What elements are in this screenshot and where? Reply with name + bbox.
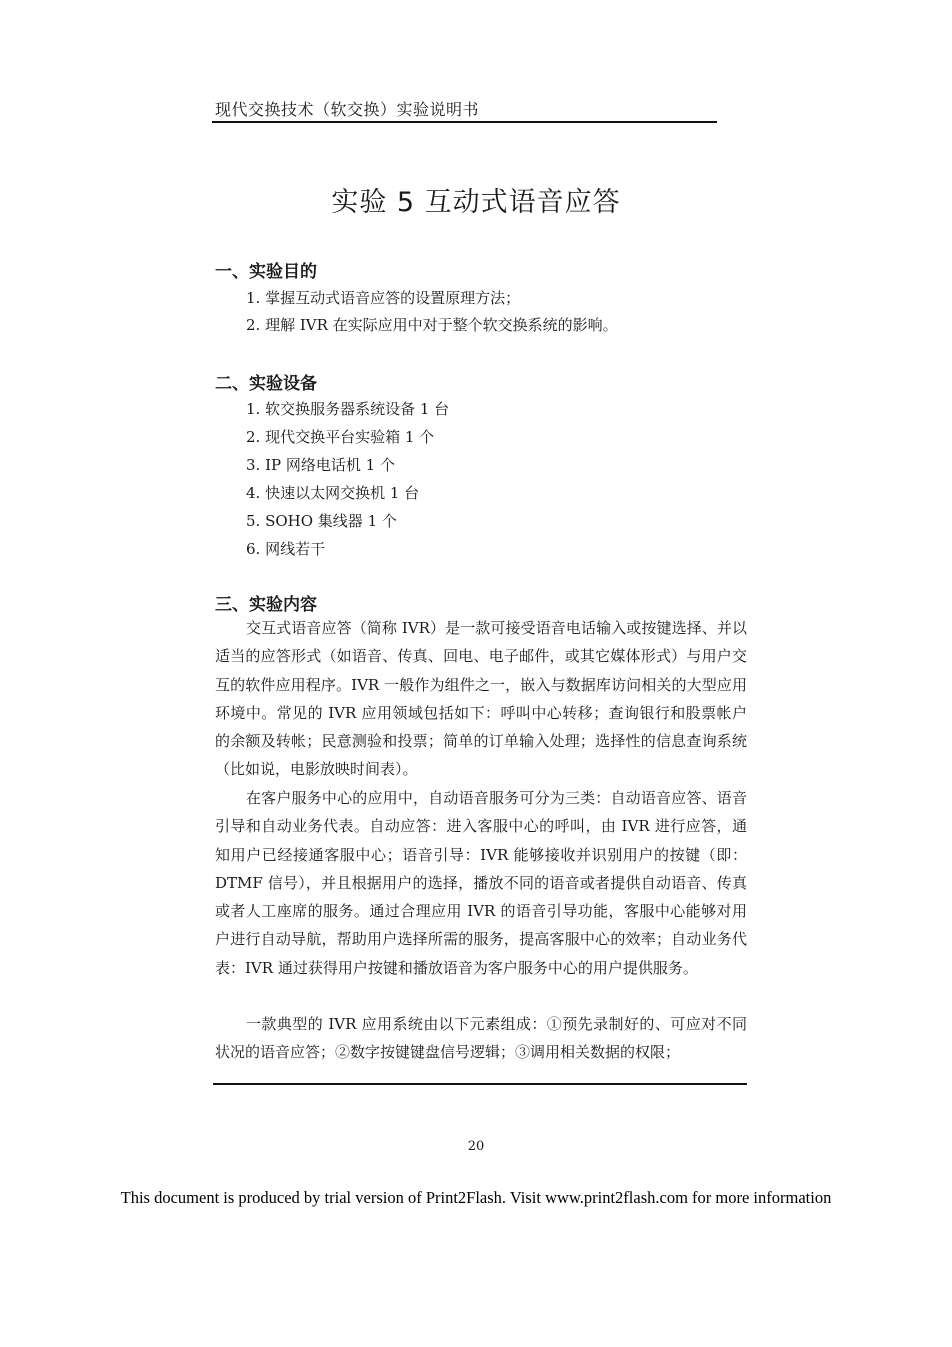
equipment-item-2: 2. 现代交换平台实验箱 1 个: [246, 428, 435, 446]
running-header: 现代交换技术（软交换）实验说明书: [215, 100, 480, 119]
equipment-item-5: 5. SOHO 集线器 1 个: [246, 512, 397, 530]
page-number: 20: [467, 1139, 485, 1154]
section-heading-content: 三、实验内容: [215, 595, 317, 615]
content-paragraph-3: 一款典型的 IVR 应用系统由以下元素组成：①预先录制好的、可应对不同状况的语音应答；②数字按键键盘信号逻辑；③调用相关数据的权限；: [215, 1015, 747, 1062]
page-title: 实验 5 互动式语音应答: [331, 187, 621, 218]
trial-notice: This document is produced by trial version of Print2Flash. Visit www.print2flash.com for more information: [120, 1188, 832, 1207]
section-heading-equipment: 二、实验设备: [215, 374, 317, 394]
purpose-item-1: 1. 掌握互动式语音应答的设置原理方法；: [246, 289, 521, 307]
equipment-item-4: 4. 快速以太网交换机 1 台: [246, 484, 420, 502]
purpose-item-2: 2. 理解 IVR 在实际应用中对于整个软交换系统的影响。: [246, 316, 618, 334]
content-paragraph-1: 交互式语音应答（简称 IVR）是一款可接受语音电话输入或按键选择、并以适当的应答形式（如语音、传真、回电、电子邮件，或其它媒体形式）与用户交互的软件应用程序。IVR 一般作为组件之一，嵌入与数据库访问相关的大型应用环境中。常见的 IVR 应用领域包括如下：呼叫中心转移；查询银行和股票帐户的余额及转帐；民意测验和投票；简单的订单输入处理；选择性的信息查询系统（比如说，电影放映时间表）。: [215, 619, 747, 779]
section-heading-purpose: 一、实验目的: [215, 262, 317, 282]
content-paragraph-2: 在客户服务中心的应用中，自动语音服务可分为三类：自动语音应答、语音引导和自动业务代表。自动应答：进入客服中心的呼叫，由 IVR 进行应答，通知用户已经接通客服中心；语音引导：IVR 能够接收并识别用户的按键（即：DTMF 信号），并且根据用户的选择，播放不同的语音或者提供自动语音、传真或者人工座席的服务。通过合理应用 IVR 的语音引导功能，客服中心能够对用户进行自动导航，帮助用户选择所需的服务，提高客服中心的效率；自动业务代表：IVR 通过获得用户按键和播放语音为客户服务中心的用户提供服务。: [215, 789, 747, 977]
equipment-item-1: 1. 软交换服务器系统设备 1 台: [246, 400, 450, 418]
header-rule: [212, 121, 717, 123]
equipment-item-6: 6. 网线若干: [246, 540, 326, 558]
equipment-item-3: 3. IP 网络电话机 1 个: [246, 456, 395, 474]
footer-rule: [213, 1083, 747, 1085]
